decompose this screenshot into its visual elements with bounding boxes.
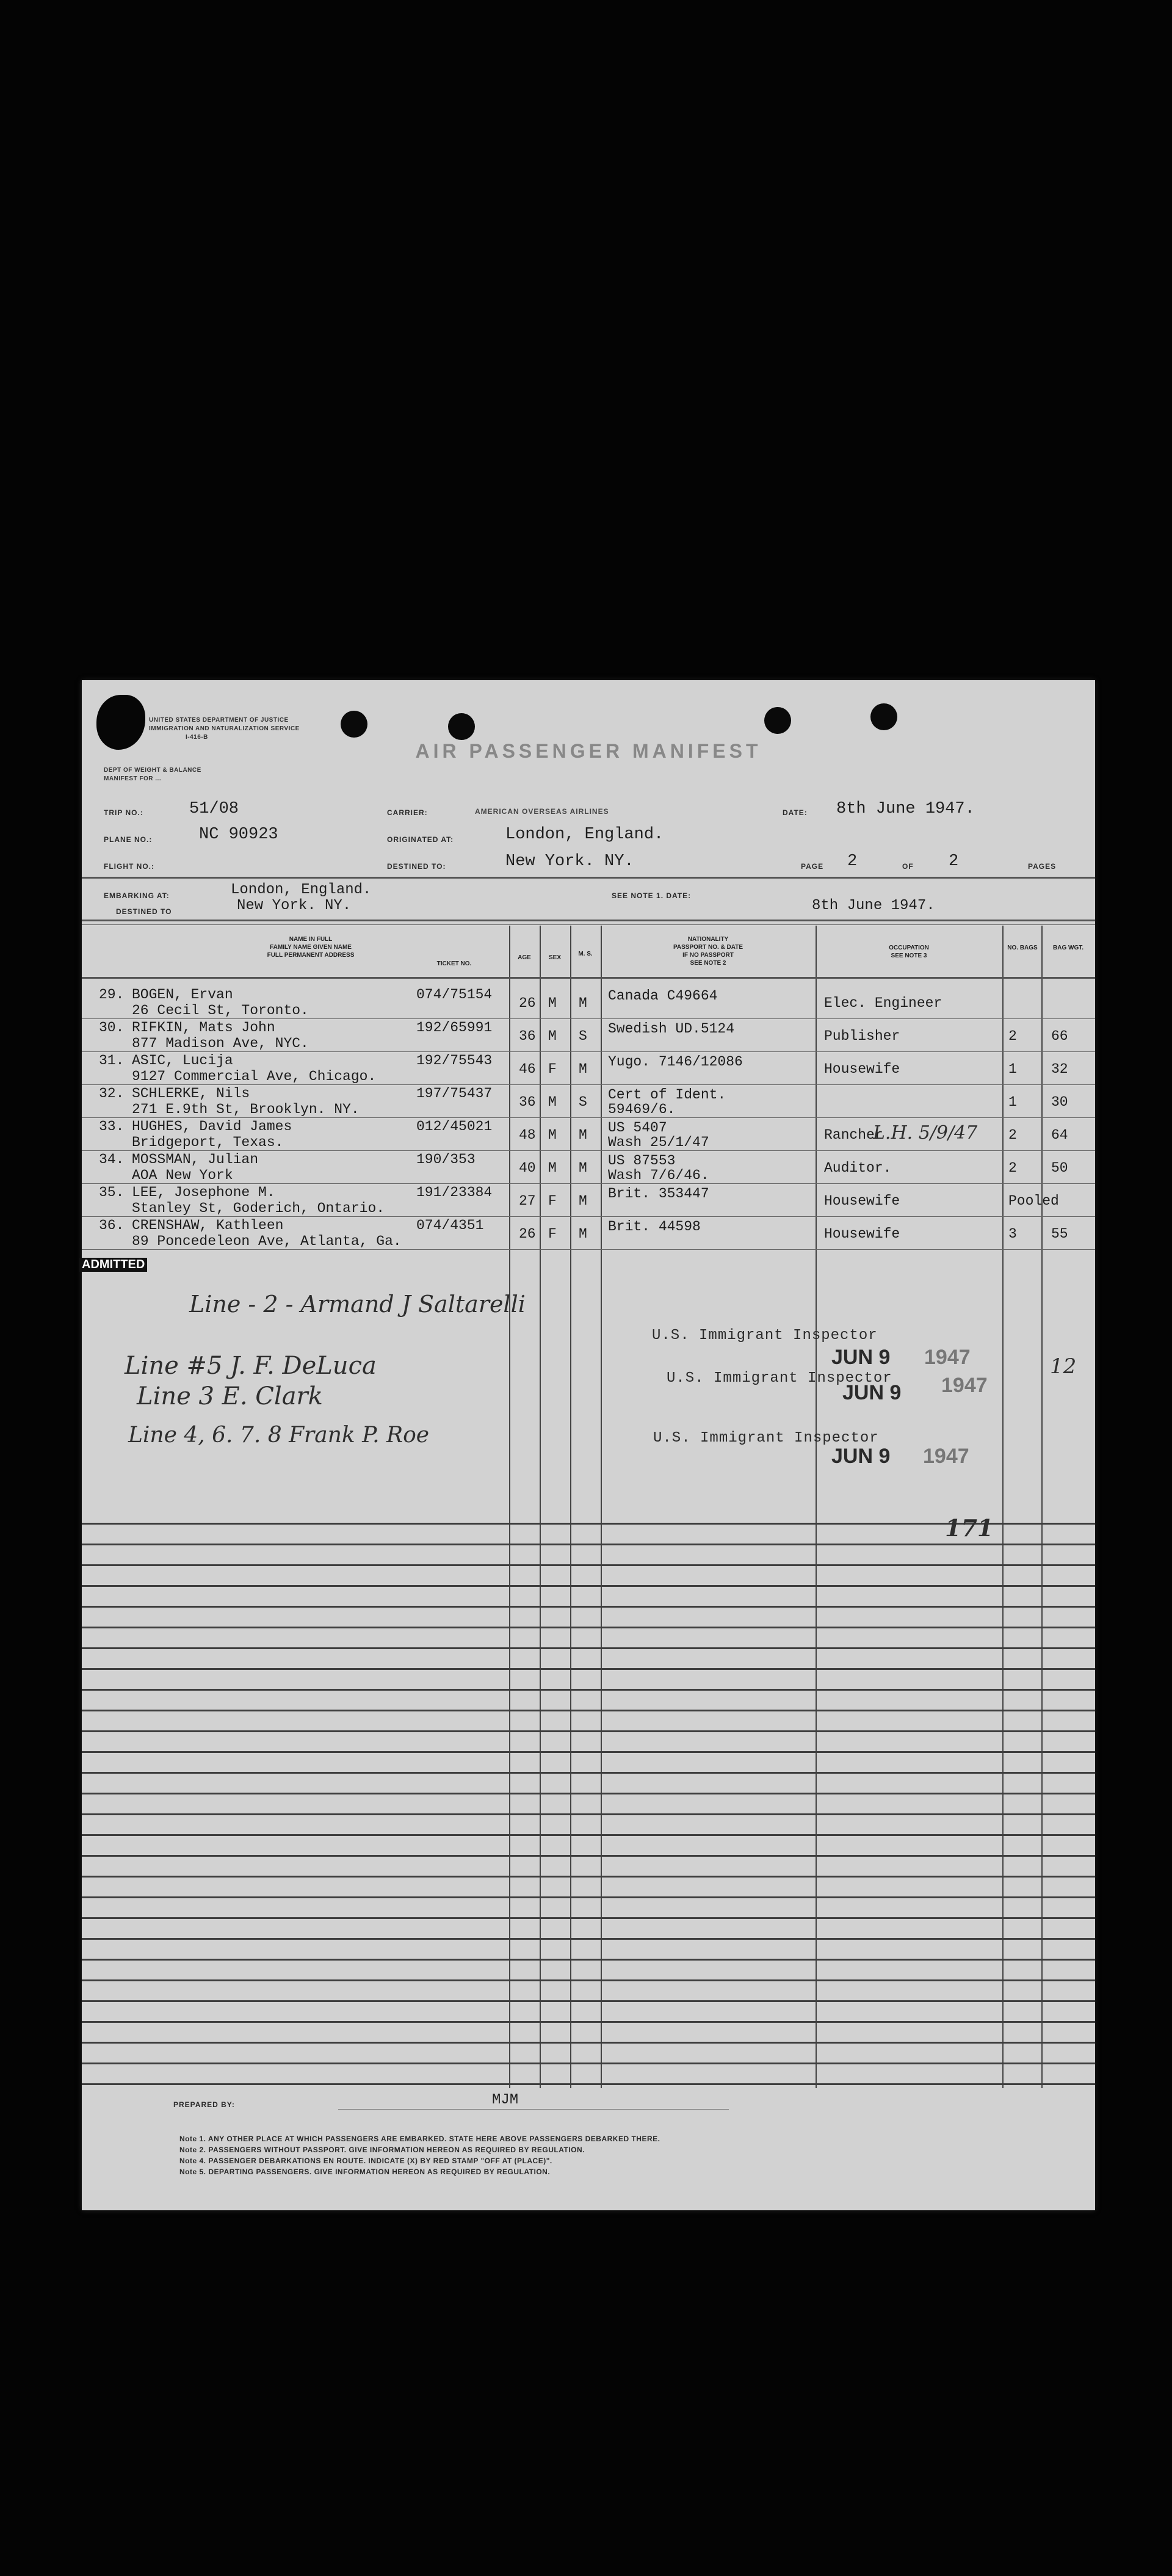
destined: New York. NY. [505,852,634,871]
bag-count: 1 [1008,1094,1017,1110]
row-rule [82,1249,1095,1250]
ruled-line [82,1834,1095,1836]
ruled-line [82,1772,1095,1774]
ruled-line [82,1730,1095,1732]
prepared-label: PREPARED BY: [173,2100,235,2109]
row-rule [82,1216,1095,1217]
column-line [540,926,541,2088]
divider [82,924,1095,925]
punch-hole [448,713,475,740]
passport-info: US 5407 [608,1120,667,1136]
pages-label: PAGES [1028,862,1057,871]
col-nat-line: PASSPORT NO. & DATE [673,944,743,951]
ruled-line [82,2021,1095,2023]
marital-status: M [579,1127,587,1143]
row-rule [82,1183,1095,1184]
dept-line: DEPT OF WEIGHT & BALANCE [104,767,201,774]
ticket-number: 197/75437 [416,1086,493,1101]
header-rule [82,977,1095,979]
col-occ-line: SEE NOTE 3 [891,952,927,959]
plane-no-label: PLANE NO.: [104,835,153,844]
passenger-name: MOSSMAN, Julian [132,1152,259,1167]
occupation: Rancher [824,1127,883,1143]
column-line [1002,926,1004,2088]
row-rule [82,1150,1095,1151]
date2: 8th June 1947. [812,898,935,914]
dept-line: IMMIGRATION AND NATURALIZATION SERVICE [149,725,300,732]
passenger-age: 26 [519,1226,536,1242]
passenger-sex: M [548,1127,557,1143]
passenger-sex: F [548,1061,557,1077]
ruled-line [82,1606,1095,1608]
passenger-age: 48 [519,1127,536,1143]
passenger-name: ASIC, Lucija [132,1053,233,1068]
bag-count: Pooled [1008,1193,1059,1209]
ticket-number: 191/23384 [416,1185,493,1200]
inspector-stamp-date: JUN 9 [831,1346,891,1369]
passenger-sex: M [548,995,557,1011]
passenger-address: 89 Poncedeleon Ave, Atlanta, Ga. [132,1233,402,1249]
occupation: Housewife [824,1226,900,1242]
inspector-stamp-label: U.S. Immigrant Inspector [653,1430,879,1446]
marital-status: M [579,1193,587,1209]
passport-info: Swedish UD.5124 [608,1021,735,1037]
row-rule [82,1084,1095,1085]
inspector-stamp-year: 1947 [923,1445,969,1468]
passport-info: Cert of Ident. [608,1087,726,1103]
inspector-stamp-year: 1947 [924,1346,971,1369]
col-name-line: FAMILY NAME GIVEN NAME [270,944,352,951]
bag-weight: 50 [1051,1160,1068,1176]
ruled-line [82,2063,1095,2064]
bag-weight: 66 [1051,1028,1068,1044]
date: 8th June 1947. [836,800,975,818]
inspector-stamp-date: JUN 9 [842,1381,902,1404]
col-nationality-header [602,935,814,967]
page-number: 2 [847,852,858,871]
col-nat-line: IF NO PASSPORT [682,952,734,959]
passenger-age: 40 [519,1160,536,1176]
row-number: 34. [99,1152,125,1167]
row-number: 31. [99,1053,125,1068]
row-number: 32. [99,1086,125,1101]
marital-status: S [579,1028,587,1044]
punch-hole [764,707,791,734]
ticket-number: 074/4351 [416,1217,484,1233]
page-title: AIR PASSENGER MANIFEST [415,740,762,762]
ruled-line [82,1689,1095,1691]
page-label: PAGE [801,862,824,871]
ruled-line [82,2083,1095,2085]
passenger-address: AOA New York [132,1167,233,1183]
carrier-label: CARRIER: [387,808,428,817]
occupation: Auditor. [824,1160,892,1176]
passenger-name: RIFKIN, Mats John [132,1020,275,1036]
col-ticket-header: TICKET NO. [436,960,472,967]
flight-no-label: FLIGHT NO.: [104,862,154,871]
row-number: 33. [99,1119,125,1134]
passport-info: Yugo. 7146/12086 [608,1054,743,1070]
carrier: AMERICAN OVERSEAS AIRLINES [475,807,609,816]
passenger-name: BOGEN, Ervan [132,987,233,1003]
col-weight-header: BAG WGT. [1053,945,1083,951]
handwritten-occ-note: L.H. 5/9/47 [873,1122,978,1144]
passenger-address: 877 Madison Ave, NYC. [132,1036,309,1051]
embarking: London, England. [231,882,372,898]
ruled-line [82,1917,1095,1919]
bag-count: 2 [1008,1160,1017,1176]
destined2: New York. NY. [237,898,352,914]
col-nat-line: SEE NOTE 2 [690,960,726,967]
handwritten-line3: Line 3 E. Clark [137,1382,323,1410]
col-age-header: AGE [518,954,531,961]
handwritten-initials: 12 [1050,1354,1077,1379]
admitted-stamp: ADMITTED [79,1258,147,1272]
ruled-line [82,1668,1095,1670]
note-label: SEE NOTE 1. DATE: [612,891,692,900]
passenger-sex: M [548,1028,557,1044]
inspector-stamp-label: U.S. Immigrant Inspector [667,1370,892,1387]
ticket-number: 012/45021 [416,1119,493,1134]
ruled-line [82,1793,1095,1794]
column-line [1041,926,1043,2088]
ruled-line [82,1647,1095,1649]
embarking-label: EMBARKING AT: [104,891,170,900]
column-line [570,926,571,2088]
occupation: Housewife [824,1061,900,1077]
row-rule [82,1051,1095,1052]
inspector-stamp-date: JUN 9 [831,1445,891,1468]
passport-info-2: Wash 7/6/46. [608,1167,709,1183]
bag-count: 2 [1008,1028,1017,1044]
column-line [509,926,510,2088]
page-mark: 171 [945,1514,994,1542]
divider [82,920,1095,921]
handwritten-line2: Line - 2 - Armand J Saltarelli [189,1291,526,1318]
note-line: Note 1. ANY OTHER PLACE AT WHICH PASSENGERS ARE EMBARKED. STATE HERE ABOVE PASSENGERS DEBARKED THERE. [179,2135,660,2143]
occupation: Housewife [824,1193,900,1209]
col-name-line: FULL PERMANENT ADDRESS [267,952,355,959]
passenger-address: 271 E.9th St, Brooklyn. NY. [132,1101,360,1117]
handwritten-line4: Line 4, 6. 7. 8 Frank P. Roe [128,1423,430,1448]
passenger-age: 36 [519,1028,536,1044]
passport-info: Brit. 44598 [608,1219,701,1235]
ticket-number: 192/75543 [416,1053,493,1068]
column-line [816,926,817,2088]
row-rule [82,1018,1095,1019]
prepared-by: MJM [492,2092,519,2108]
col-bags-header: NO. BAGS [1007,945,1038,951]
bag-count: 3 [1008,1226,1017,1242]
footer-notes [179,2133,660,2177]
passenger-name: CRENSHAW, Kathleen [132,1217,284,1233]
row-number: 36. [99,1217,125,1233]
ruled-line [82,1896,1095,1898]
row-number: 35. [99,1185,125,1200]
inspector-stamp-year: 1947 [941,1374,988,1397]
passenger-address: 9127 Commercial Ave, Chicago. [132,1068,377,1084]
occupation: Elec. Engineer [824,995,942,1011]
handwritten-line5: Line #5 J. F. DeLuca [125,1352,377,1380]
passenger-age: 36 [519,1094,536,1110]
marital-status: M [579,1160,587,1176]
passport-info: US 87553 [608,1153,676,1169]
originated: London, England. [505,825,664,844]
ruled-line [82,1959,1095,1961]
passenger-name: LEE, Josephone M. [132,1185,275,1200]
form-number: I-416-B [186,734,208,741]
passenger-age: 46 [519,1061,536,1077]
col-occ-line: OCCUPATION [889,945,929,951]
plane-no: NC 90923 [199,825,278,844]
note-line: Note 2. PASSENGERS WITHOUT PASSPORT. GIVE INFORMATION HEREON AS REQUIRED BY REGULATION. [179,2146,585,2154]
ruled-line [82,1813,1095,1815]
passport-info-2: 59469/6. [608,1101,676,1117]
originated-label: ORIGINATED AT: [387,835,454,844]
passport-info-2: Wash 25/1/47 [608,1134,709,1150]
marital-status: M [579,1226,587,1242]
ruled-line [82,1627,1095,1628]
trip-no-label: TRIP NO.: [104,808,143,817]
ruled-line [82,1751,1095,1753]
bag-weight: 30 [1051,1094,1068,1110]
passport-info: Canada C49664 [608,988,718,1004]
trip-no: 51/08 [189,800,239,818]
passenger-address: Stanley St, Goderich, Ontario. [132,1200,385,1216]
total-pages: 2 [949,852,959,871]
ruled-line [82,1710,1095,1711]
divider [82,877,1095,879]
ticket-number: 074/75154 [416,987,493,1003]
punch-hole [870,703,897,730]
punch-hole [341,711,367,738]
passenger-age: 27 [519,1193,536,1209]
col-ms-header: M. S. [578,951,593,957]
destined-label: DESTINED TO: [387,862,446,871]
row-rule [82,1117,1095,1118]
of-label: OF [902,862,914,871]
ruled-line [82,2000,1095,2002]
ruled-line [82,1979,1095,1981]
marital-status: M [579,1061,587,1077]
prepared-underline [338,2109,729,2110]
ticket-number: 192/65991 [416,1020,493,1036]
col-occupation-header [817,944,1001,960]
passenger-age: 26 [519,995,536,1011]
bag-weight: 55 [1051,1226,1068,1242]
bag-weight: 32 [1051,1061,1068,1077]
note-line: Note 5. DEPARTING PASSENGERS. GIVE INFORMATION HEREON AS REQUIRED BY REGULATION. [179,2168,551,2176]
row-number: 30. [99,1020,125,1036]
row-number: 29. [99,987,125,1003]
marital-status: M [579,995,587,1011]
passenger-address: 26 Cecil St, Toronto. [132,1003,309,1018]
col-name-line: NAME IN FULL [289,936,333,943]
bag-weight: 64 [1051,1127,1068,1143]
ticket-number: 190/353 [416,1152,476,1167]
ruled-line [82,1523,1095,1525]
occupation: Publisher [824,1028,900,1044]
passenger-sex: M [548,1094,557,1110]
dept-line: MANIFEST FOR ... [104,775,162,782]
col-sex-header: SEX [548,954,561,961]
dept-line: UNITED STATES DEPARTMENT OF JUSTICE [149,717,289,724]
ruled-line [82,1544,1095,1545]
inspector-stamp-label: U.S. Immigrant Inspector [652,1327,878,1344]
note-line: Note 4. PASSENGER DEBARKATIONS EN ROUTE. INDICATE (X) BY RED STAMP "OFF AT (PLACE)". [179,2157,552,2165]
col-nat-line: NATIONALITY [687,936,729,943]
passenger-name: SCHLERKE, Nils [132,1086,250,1101]
ruled-line [82,1564,1095,1566]
column-line [601,926,602,2088]
destined2-label: DESTINED TO [116,907,172,916]
bag-count: 1 [1008,1061,1017,1077]
passenger-sex: F [548,1193,557,1209]
manifest-sheet [82,680,1095,2210]
ruled-line [82,1585,1095,1587]
ruled-line [82,1855,1095,1857]
passenger-name: HUGHES, David James [132,1119,292,1134]
marital-status: S [579,1094,587,1110]
passenger-address: Bridgeport, Texas. [132,1134,284,1150]
ruled-line [82,1938,1095,1940]
bag-count: 2 [1008,1127,1017,1143]
ruled-line [82,1876,1095,1878]
col-name-header [173,935,448,959]
passenger-sex: M [548,1160,557,1176]
passenger-sex: F [548,1226,557,1242]
ruled-line [82,2042,1095,2044]
passport-info: Brit. 353447 [608,1186,709,1202]
date-label: DATE: [783,808,808,817]
